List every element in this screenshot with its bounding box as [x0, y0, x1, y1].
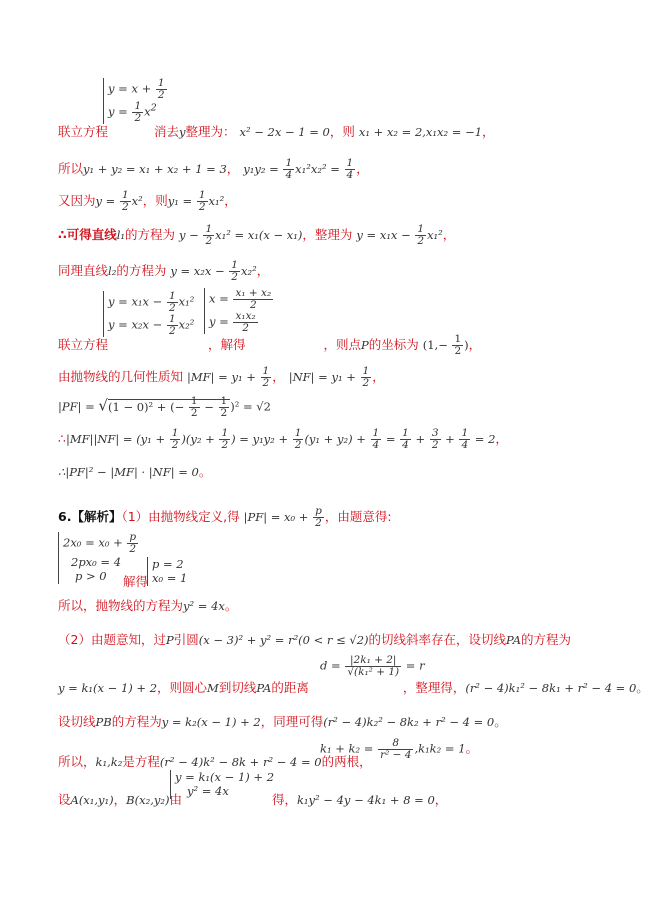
line-10: ∴|PF|² − |MF| · |NF| = 0。 [58, 464, 212, 479]
intersection-system: y = k₁(x − 1) + 2 y² = 4x [170, 770, 274, 799]
roots-relations: k₁ + k₂ = $\frac{8}{\text{r² − 4}}$ ,k₁k₂ = 1。 [320, 737, 479, 762]
equation-system-1: y = x + $\frac{1}{2}$ y = $\frac{1}{2}$ $x^2$ [103, 78, 168, 124]
line-roots: 所以，k₁,k₂是方程(r² − 4)k² − 8k + r² − 4 = 0的两根， [58, 754, 372, 769]
line-4: ∴可得直线l₁的方程为 y − $\frac{1}{2}$ x₁² = x₁(x − x₁)，整理为 y = x₁x − $\frac{1}{2}$ x₁²， [58, 223, 456, 248]
line-8: |PF| = √(1 − 0)² + (− $\frac{1}{2}$ − $\frac{1}{2}$ )² = √2 [58, 395, 271, 420]
part-2-intro: （2）由题意知，过P引圆(x − 3)² + y² = r²(0 < r ≤ √2)的切线斜率存在，设切线PA的方程为 [58, 632, 572, 647]
problem-6-header: 6.【解析】（1）由抛物线定义,得 |PF| = x₀ + $\frac{p}{2}$ ，由题意得: [58, 505, 392, 530]
line-1: 联立方程 消去y整理为： x² − 2x − 1 = 0，则 x₁ + x₂ = 2,x₁x₂ = −1， [58, 124, 495, 139]
line-tangent-pa: y = k₁(x − 1) + 2，则圆心M到切线PA的距离 ，整理得，(r² − 4)k₁² − 8k₁ + r² − 4 = 0。 [58, 680, 649, 695]
line-9: ∴|MF||NF| = (y₁ + $\frac{1}{2}$ )(y₂ + $\frac{1}{2}$ ) = y₁y₂ + $\frac{1}{2}$ (y₁ + y₂) + $\frac{1}{4}$ = $\frac{1}{4}$ + $\frac{3}{2}$ + $\frac{1}{4}$ = 2， [58, 427, 508, 452]
line-intersection: 设A(x₁,y₁)，B(x₂,y₂)由 得，k₁y² − 4y − 4k₁ + 8 = 0， [58, 792, 448, 807]
solution-system: x = $\frac{\text{x₁ + x₂}}{2}$ y = $\frac{\text{x₁x₂}}{2}$ [204, 288, 274, 334]
problem-6-conclusion: 所以，抛物线的方程为y² = 4x。 [58, 598, 238, 613]
p6-solve-label: 解得 [123, 574, 149, 589]
distance-formula: d = $\frac{\text{|2k₁ + 2|}}{\text{√(k₁² + 1)}}$ = r [320, 654, 425, 679]
equation-system-2: y = x₁x − $\frac{1}{2}$ x₁² y = x₂x − $\frac{1}{2}$ x₂² [103, 291, 194, 337]
line-6: 联立方程 ，解得 ，则点P的坐标为 (1,− $\frac{1}{2}$ )， [58, 333, 482, 358]
line-tangent-pb: 设切线PB的方程为y = k₂(x − 1) + 2，同理可得(r² − 4)k₂² − 8k₂ + r² − 4 = 0。 [58, 714, 507, 729]
line-5: 同理直线l₂的方程为 y = x₂x − $\frac{1}{2}$ x₂²， [58, 259, 270, 284]
problem-6-solution: p = 2 x₀ = 1 [147, 557, 187, 586]
line-3: 又因为y = $\frac{1}{2}$ x²，则y₁ = $\frac{1}{2}$ x₁²， [58, 189, 237, 214]
line-2: 所以y₁ + y₂ = x₁ + x₂ + 1 = 3， y₁y₂ = $\frac{1}{4}$ x₁²x₂² = $\frac{1}{4}$ ， [58, 157, 369, 182]
problem-6-system: 2x₀ = x₀ + $\frac{p}{2}$ 2px₀ = 4 p > 0 [58, 532, 139, 584]
line-7: 由抛物线的几何性质知 |MF| = y₁ + $\frac{1}{2}$ ， |NF| = y₁ + $\frac{1}{2}$ ， [58, 365, 385, 390]
